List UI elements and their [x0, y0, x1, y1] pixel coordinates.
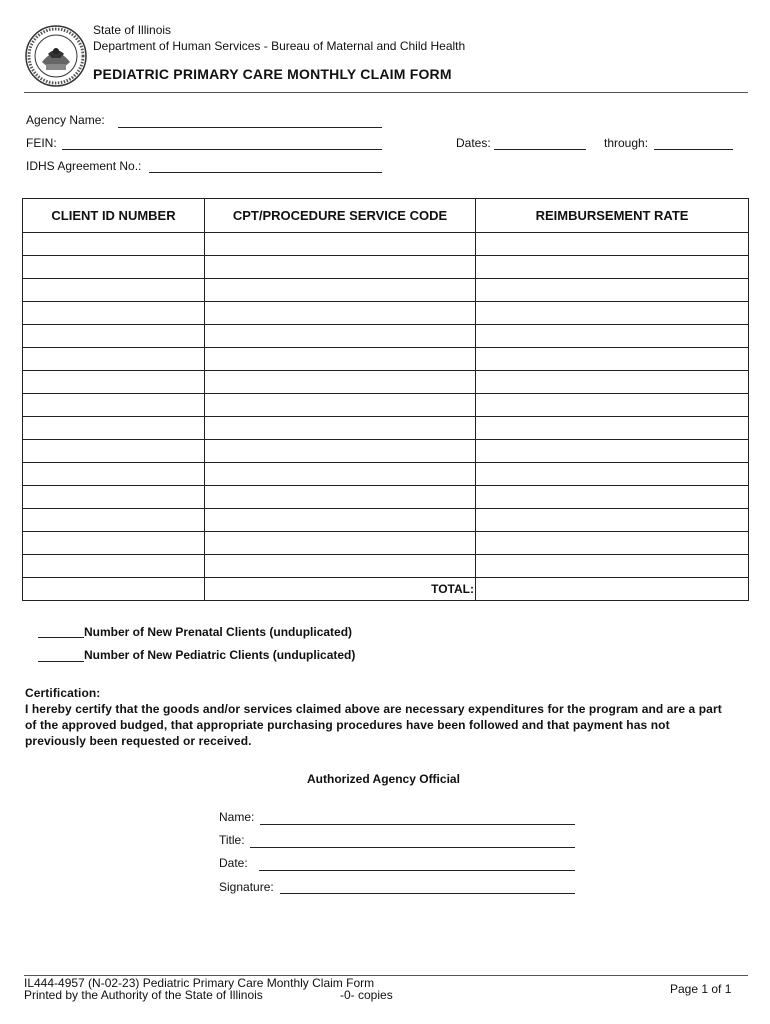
client-id-cell[interactable] — [23, 417, 205, 440]
table-row — [23, 348, 749, 371]
total-label: TOTAL: — [205, 578, 476, 601]
cpt-code-cell[interactable] — [205, 555, 476, 578]
table-row — [23, 279, 749, 302]
client-id-cell[interactable] — [23, 302, 205, 325]
table-row — [23, 233, 749, 256]
prenatal-count-label: Number of New Prenatal Clients (unduplicated) — [84, 625, 353, 639]
reimbursement-rate-cell[interactable] — [476, 417, 749, 440]
table-row — [23, 486, 749, 509]
cpt-code-cell[interactable] — [205, 417, 476, 440]
official-heading: Authorized Agency Official — [307, 772, 460, 786]
reimbursement-rate-cell[interactable] — [476, 348, 749, 371]
official-title-label: Title: — [219, 833, 245, 847]
client-id-cell[interactable] — [23, 463, 205, 486]
certification-heading: Certification: — [25, 686, 101, 700]
pediatric-count-field[interactable] — [38, 661, 84, 662]
table-row — [23, 532, 749, 555]
certification-line-1: I hereby certify that the goods and/or services claimed above are necessary expenditures for the program and are a part — [25, 702, 722, 716]
table-header-row — [23, 199, 749, 233]
table-row — [23, 256, 749, 279]
reimbursement-rate-cell[interactable] — [476, 371, 749, 394]
table-row — [23, 509, 749, 532]
reimbursement-rate-cell[interactable] — [476, 325, 749, 348]
client-id-cell[interactable] — [23, 532, 205, 555]
reimbursement-rate-cell[interactable] — [476, 394, 749, 417]
fein-label: FEIN: — [26, 136, 57, 150]
department-name: Department of Human Services - Bureau of Maternal and Child Health — [93, 39, 466, 53]
reimbursement-rate-cell[interactable] — [476, 256, 749, 279]
official-signature-label: Signature: — [219, 880, 274, 894]
certification-line-3: previously been requested or received. — [25, 734, 252, 748]
cpt-code-cell[interactable] — [205, 486, 476, 509]
client-id-cell[interactable] — [23, 555, 205, 578]
total-row — [23, 578, 749, 601]
cpt-code-cell[interactable] — [205, 233, 476, 256]
cpt-code-cell[interactable] — [205, 463, 476, 486]
reimbursement-rate-cell[interactable] — [476, 486, 749, 509]
table-row — [23, 302, 749, 325]
idhs-agreement-label: IDHS Agreement No.: — [26, 159, 142, 173]
table-row — [23, 325, 749, 348]
fein-field[interactable] — [62, 149, 382, 150]
official-name-field[interactable] — [260, 824, 575, 825]
reimbursement-rate-cell[interactable] — [476, 279, 749, 302]
footer-printed-by: Printed by the Authority of the State of Illinois — [24, 988, 263, 1002]
col-header-client-id: CLIENT ID NUMBER — [23, 199, 205, 233]
table-row — [23, 440, 749, 463]
client-id-cell[interactable] — [23, 256, 205, 279]
dates-through-field[interactable] — [654, 149, 733, 150]
table-row — [23, 394, 749, 417]
reimbursement-rate-cell[interactable] — [476, 440, 749, 463]
official-date-label: Date: — [219, 856, 248, 870]
reimbursement-rate-cell[interactable] — [476, 509, 749, 532]
col-header-reimbursement-rate: REIMBURSEMENT RATE — [476, 199, 749, 233]
client-id-cell[interactable] — [23, 394, 205, 417]
dates-label: Dates: — [456, 136, 491, 150]
official-name-label: Name: — [219, 810, 255, 824]
cpt-code-cell[interactable] — [205, 394, 476, 417]
reimbursement-rate-cell[interactable] — [476, 555, 749, 578]
footer-form-id: IL444-4957 (N-02-23) Pediatric Primary Care Monthly Claim Form — [24, 976, 375, 990]
agency-name-label: Agency Name: — [26, 113, 105, 127]
cpt-code-cell[interactable] — [205, 440, 476, 463]
agency-name-field[interactable] — [118, 127, 382, 128]
client-id-cell[interactable] — [23, 371, 205, 394]
table-row — [23, 555, 749, 578]
claims-table-body — [23, 233, 749, 601]
cpt-code-cell[interactable] — [205, 348, 476, 371]
through-label: through: — [604, 136, 649, 150]
pediatric-count-label: Number of New Pediatric Clients (unduplicated) — [84, 648, 356, 662]
table-row — [23, 417, 749, 440]
cpt-code-cell[interactable] — [205, 302, 476, 325]
claims-table — [22, 198, 749, 601]
footer-copies: -0- copies — [340, 988, 393, 1002]
total-amount-cell[interactable] — [476, 578, 749, 601]
client-id-cell[interactable] — [23, 440, 205, 463]
cpt-code-cell[interactable] — [205, 325, 476, 348]
idhs-agreement-field[interactable] — [149, 172, 382, 173]
official-date-field[interactable] — [259, 870, 575, 871]
client-id-cell[interactable] — [23, 279, 205, 302]
client-id-cell[interactable] — [23, 348, 205, 371]
table-row — [23, 371, 749, 394]
reimbursement-rate-cell[interactable] — [476, 233, 749, 256]
col-header-cpt-code: CPT/PROCEDURE SERVICE CODE — [205, 199, 476, 233]
total-spacer-cell — [23, 578, 205, 601]
state-seal-icon — [24, 24, 88, 88]
cpt-code-cell[interactable] — [205, 532, 476, 555]
official-title-field[interactable] — [250, 847, 575, 848]
certification-line-2: of the approved budged, that appropriate purchasing procedures have been followed and that payment has not — [25, 718, 670, 732]
cpt-code-cell[interactable] — [205, 509, 476, 532]
header-divider — [24, 92, 748, 93]
form-title: PEDIATRIC PRIMARY CARE MONTHLY CLAIM FORM — [93, 66, 452, 82]
dates-from-field[interactable] — [494, 149, 586, 150]
cpt-code-cell[interactable] — [205, 371, 476, 394]
reimbursement-rate-cell[interactable] — [476, 532, 749, 555]
prenatal-count-field[interactable] — [38, 637, 84, 638]
reimbursement-rate-cell[interactable] — [476, 463, 749, 486]
client-id-cell[interactable] — [23, 325, 205, 348]
reimbursement-rate-cell[interactable] — [476, 302, 749, 325]
footer-page-number: Page 1 of 1 — [670, 982, 732, 996]
client-id-cell[interactable] — [23, 486, 205, 509]
client-id-cell[interactable] — [23, 509, 205, 532]
cpt-code-cell[interactable] — [205, 256, 476, 279]
official-signature-field[interactable] — [280, 893, 575, 894]
client-id-cell[interactable] — [23, 233, 205, 256]
table-row — [23, 463, 749, 486]
state-name: State of Illinois — [93, 23, 172, 37]
cpt-code-cell[interactable] — [205, 279, 476, 302]
